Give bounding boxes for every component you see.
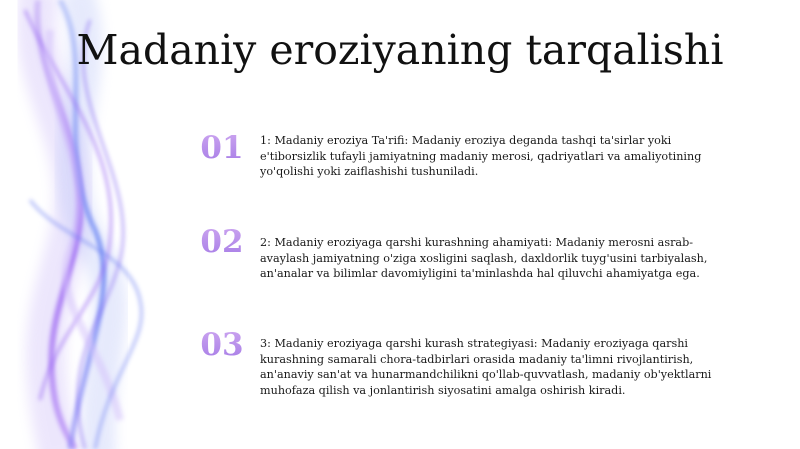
item-number-03: 03 xyxy=(196,327,248,363)
item-number-02: 02 xyxy=(196,224,248,260)
slide-title: Madaniy eroziyaning tarqalishi xyxy=(76,26,724,74)
item-text-01: 1: Madaniy eroziya Ta'rifi: Madaniy eroziya deganda tashqi ta'sirlar yoki e'tiborsizlik tufayli jamiyatning madaniy merosi, qadriyatlari va amaliyotining yo'qolishi yoki zaiflashishi tushuniladi. xyxy=(260,134,702,178)
item-text-02: 2: Madaniy eroziyaga qarshi kurashning ahamiyati: Madaniy merosni asrab-avaylash jamiyatning o'ziga xosligini saqlash, daxldorlik tuyg'usini tarbiyalash, an'analar va bilimlar davomiyligini ta'minlashda hal qiluvchi ahamiyatga ega. xyxy=(260,236,708,280)
item-number-01: 01 xyxy=(196,130,248,166)
item-text-03: 3: Madaniy eroziyaga qarshi kurash strategiyasi: Madaniy eroziyaga qarshi kurashning samarali chora-tadbirlari orasida madaniy ta'limni rivojlantirish, an'anaviy san'at va hunarmandchilikni qo'llab-quvvatlash, madaniy ob'yektlarni muhofaza qilish va jonlantirish siyosatini amalga oshirish kiradi. xyxy=(260,337,712,397)
